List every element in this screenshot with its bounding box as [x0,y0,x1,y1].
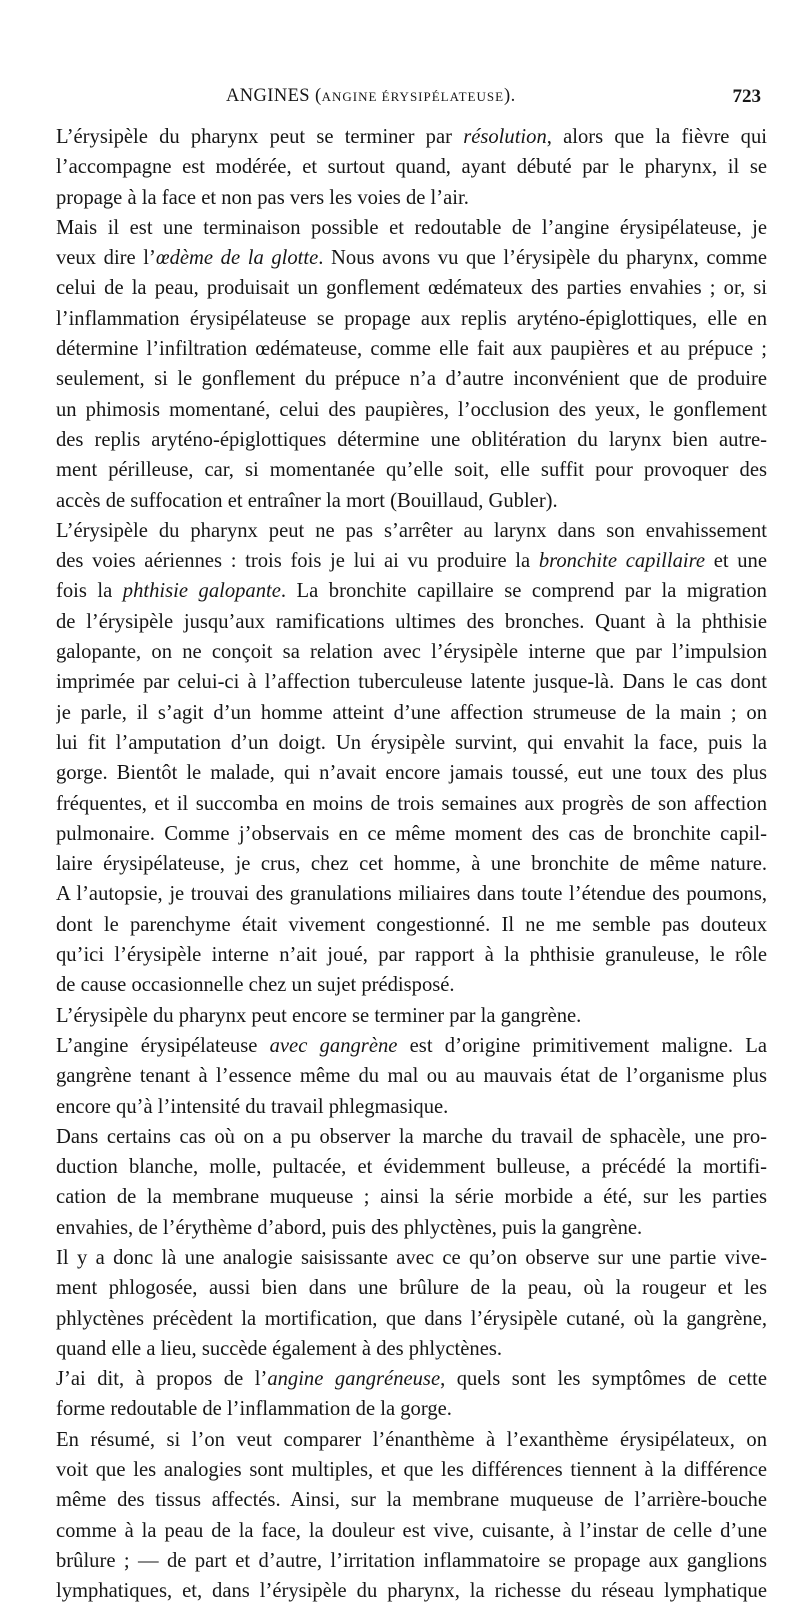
line-text: comme à la peau de la face, la douleur est vive, cuisante, à l’instar de celle d’une [56,1519,767,1542]
text-line [56,728,767,758]
text-line [56,546,767,576]
line-text: fréquentes, et il succomba en moins de trois semaines aux progrès de son affection [56,792,767,815]
text-line [56,1364,767,1394]
line-text: envahies, de l’érythème d’abord, puis des phlyctènes, puis la gangrène. [56,1216,643,1239]
line-text: quand elle a lieu, succède également à des phlyctènes. [56,1337,503,1360]
page-number: 723 [732,86,761,107]
text-line [56,607,767,637]
line-text: cation de la membrane muqueuse ; ainsi la série morbide a été, sur les parties [56,1186,767,1209]
running-head-paren-open: ( [315,86,322,106]
line-text: seulement, si le gonflement du prépuce n’a d’autre inconvénient que de produire [56,368,767,391]
text-line [56,637,767,667]
line-text: accès de suffocation et entraîner la mort (Bouillaud, Gubler). [56,489,558,512]
text-line [56,1243,767,1273]
line-text: Dans certains cas où on a pu observer la marche du travail de sphacèle, une pro- [56,1125,767,1148]
line-text: brûlure ; — de part et d’autre, l’irritation inflammatoire se propage aux ganglions [56,1549,767,1572]
line-text: laire érysipélateuse, je crus, chez cet homme, à une bronchite de même nature. [56,853,767,876]
line-text-after: est d’origine primitivement maligne. La [397,1034,767,1057]
line-text: En résumé, si l’on veut comparer l’énanthème à l’exanthème érysipélateux, on [56,1428,767,1451]
line-text: détermine l’infiltration œdémateuse, comme elle fait aux paupières et au prépuce ; [56,338,767,361]
line-italic-text: bronchite capillaire [538,550,706,573]
text-line [56,940,767,970]
text-line [56,425,767,455]
text-line [56,304,767,334]
text-line [56,1031,767,1061]
running-head-paren-close: ). [504,86,516,106]
line-text: L’angine érysipélateuse [56,1034,270,1057]
line-text: un phimosis momentané, celui des paupières, l’occlusion des yeux, le gonflement [56,398,767,421]
line-text: J’ai dit, à propos de l’ [56,1368,268,1391]
text-line [56,1213,767,1243]
text-line [56,1334,767,1364]
running-head-main: ANGINES [226,86,310,106]
text-line [56,213,767,243]
text-line [56,486,767,516]
text-line [56,1394,767,1424]
text-line [56,1516,767,1546]
line-text: Il y a donc là une analogie saisissante avec ce qu’on observe sur une partie vive- [56,1246,767,1269]
text-line [56,455,767,485]
line-text: des replis aryténo-épiglottiques détermine une oblitération du larynx bien autre- [56,428,767,451]
text-line [56,1425,767,1455]
line-text-after: . La bronchite capillaire se comprend par la migration [280,580,767,603]
running-head-sub: ANGINE ÉRYSIPÉLATEUSE [321,89,505,104]
text-line [56,1092,767,1122]
text-line [56,819,767,849]
text-line [56,970,767,1000]
line-text: Mais il est une terminaison possible et redoutable de l’angine érysipélateuse, je [56,216,767,239]
text-line [56,122,767,152]
line-italic-text: résolution [463,126,547,148]
page-header [56,86,767,122]
text-line [56,1304,767,1334]
text-line [56,334,767,364]
text-line [56,243,767,273]
text-line [56,758,767,788]
line-text: fois la [56,580,123,603]
line-text: veux dire l’ [56,247,156,270]
line-text: lui fit l’amputation d’un doigt. Un érysipèle survint, qui envahit la face, puis la [56,731,767,754]
text-line [56,1061,767,1091]
line-text: A l’autopsie, je trouvai des granulations miliaires dans toute l’étendue des poumons, [56,883,767,906]
line-text-after: . Nous avons vu que l’érysipèle du pharynx, comme [318,247,767,270]
line-text: des voies aériennes : trois fois je lui ai vu produire la [56,550,539,573]
line-text: ment phlogosée, aussi bien dans une brûlure de la peau, où la rougeur et les [56,1277,767,1300]
line-text: l’inflammation érysipélateuse se propage aux replis aryténo-épiglottiques, elle en [56,307,767,330]
line-text: galopante, on ne conçoit sa relation avec l’érysipèle interne que par l’impulsion [56,641,767,664]
text-line [56,576,767,606]
line-text: L’érysipèle du pharynx peut ne pas s’arrêter au larynx dans son envahissement [56,519,767,542]
text-line [56,1485,767,1515]
line-text: duction blanche, molle, pultacée, et évidemment bulleuse, a précédé la mortifi- [56,1156,767,1179]
line-text-after: et une [705,550,767,573]
text-line [56,1273,767,1303]
text-line [56,879,767,909]
text-line [56,1182,767,1212]
line-text: lymphatiques, et, dans l’érysipèle du pharynx, la richesse du réseau lymphatique [56,1580,767,1603]
text-line [56,849,767,879]
line-text: imprimée par celui-ci à l’affection tuberculeuse latente jusque-là. Dans le cas dont [56,671,767,694]
book-page [56,86,767,1607]
text-line [56,183,767,213]
line-text: de l’érysipèle jusqu’aux ramifications ultimes des bronches. Quant à la phthisie [56,610,767,633]
line-text-after: , alors que la fièvre qui [546,126,767,148]
running-head [226,86,516,107]
text-line [56,698,767,728]
line-text: forme redoutable de l’inflammation de la gorge. [56,1398,452,1421]
line-text: voit que les analogies sont multiples, et que les différences tiennent à la différence [56,1459,767,1482]
line-text: phlyctènes précèdent la mortification, que dans l’érysipèle cutané, où la gangrène, [56,1307,767,1330]
text-line [56,1546,767,1576]
text-line [56,395,767,425]
line-text: celui de la peau, produisait un gonflement œdémateux des parties envahies ; or, si [56,277,767,300]
text-line [56,1455,767,1485]
text-line [56,1576,767,1606]
text-line [56,1152,767,1182]
line-italic-text: œdème de la glotte [155,247,319,270]
line-text: je parle, il s’agit d’un homme atteint d’une affection strumeuse de la main ; on [56,701,767,724]
line-italic-text: angine gangréneuse [267,1368,441,1391]
line-text: dont le parenchyme était vivement congestionné. Il ne me semble pas douteux [56,913,767,936]
text-line [56,273,767,303]
text-line [56,152,767,182]
line-text: l’accompagne est modérée, et surtout quand, ayant débuté par le pharynx, il se [56,156,767,179]
line-text: gangrène tenant à l’essence même du mal ou au mauvais état de l’organisme plus [56,1065,767,1088]
line-text: de cause occasionnelle chez un sujet prédisposé. [56,974,455,997]
text-line [56,516,767,546]
line-text: même des tissus affectés. Ainsi, sur la membrane muqueuse de l’arrière-bouche [56,1489,767,1512]
line-text: gorge. Bientôt le malade, qui n’avait encore jamais toussé, eut une toux des plus [56,762,767,785]
line-text: L’érysipèle du pharynx peut se terminer par [56,126,464,148]
text-line [56,1122,767,1152]
text-line [56,667,767,697]
line-text: L’érysipèle du pharynx peut encore se terminer par la gangrène. [56,1004,582,1027]
line-text: pulmonaire. Comme j’observais en ce même moment des cas de bronchite capil- [56,822,767,845]
line-text: propage à la face et non pas vers les voies de l’air. [56,186,469,209]
text-line [56,1001,767,1031]
line-italic-text: phthisie galopante [122,580,281,603]
line-text: ment périlleuse, car, si momentanée qu’elle soit, elle suffit pour provoquer des [56,459,767,482]
text-line [56,789,767,819]
line-text: encore qu’à l’intensité du travail phlegmasique. [56,1095,449,1118]
line-italic-text: avec gangrène [269,1034,398,1057]
body-text [56,122,767,1607]
text-line [56,910,767,940]
line-text-after: , quels sont les symptômes de cette [440,1368,767,1391]
line-text: qu’ici l’érysipèle interne n’ait joué, par rapport à la phthisie granuleuse, le rôle [56,944,767,967]
text-line [56,364,767,394]
